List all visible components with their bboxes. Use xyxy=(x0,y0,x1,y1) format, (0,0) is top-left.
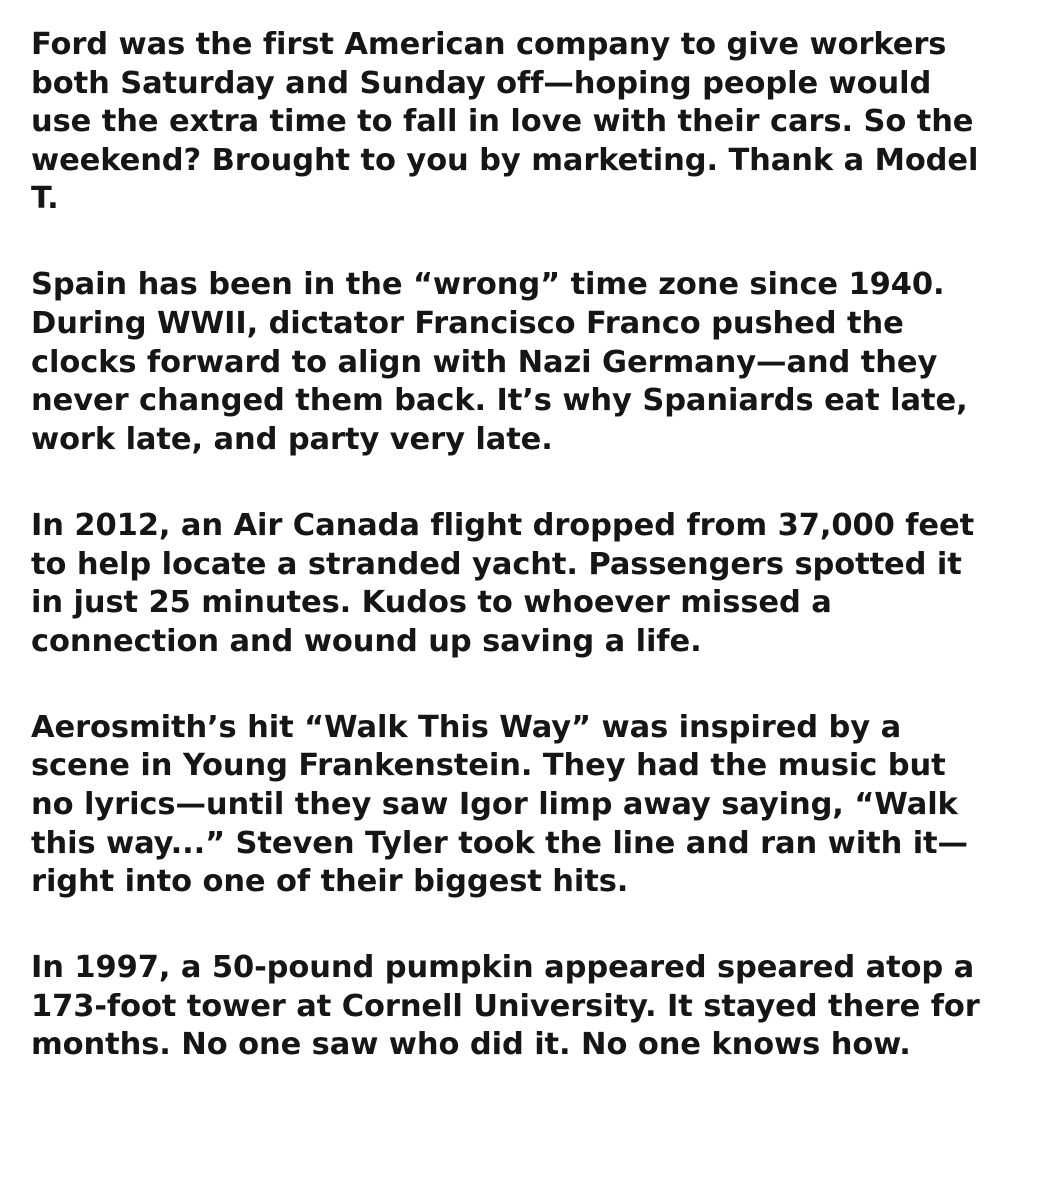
paragraph-cornell-pumpkin: In 1997, a 50-pound pumpkin appeared speared atop a 173-foot tower at Cornell University. It stayed there for months. No one saw who did it. No one knows how. xyxy=(31,950,980,1063)
paragraph-ford-weekend: Ford was the first American company to give workers both Saturday and Sunday off—hoping people would use the extra time to fall in love with their cars. So the weekend? Brought to you by marketing. Thank a Model T. xyxy=(31,27,979,217)
paragraph-spain-time-zone: Spain has been in the “wrong” time zone since 1940. During WWII, dictator Francisco Franco pushed the clocks forward to align with Nazi Germany—and they never changed them back. It’s why Spaniards eat late, work late, and party very late. xyxy=(31,267,968,457)
paragraph-air-canada-flight: In 2012, an Air Canada flight dropped from 37,000 feet to help locate a stranded yacht. Passengers spotted it in just 25 minutes. Kudos to whoever missed a connection and wound up saving a life. xyxy=(31,507,975,659)
paragraph-aerosmith-walk-this-way: Aerosmith’s hit “Walk This Way” was inspired by a scene in Young Frankenstein. They had the music but no lyrics—until they saw Igor limp away saying, “Walk this way...” Steven Tyler took the line and ran with it— right into one of their biggest hits. xyxy=(31,709,968,900)
